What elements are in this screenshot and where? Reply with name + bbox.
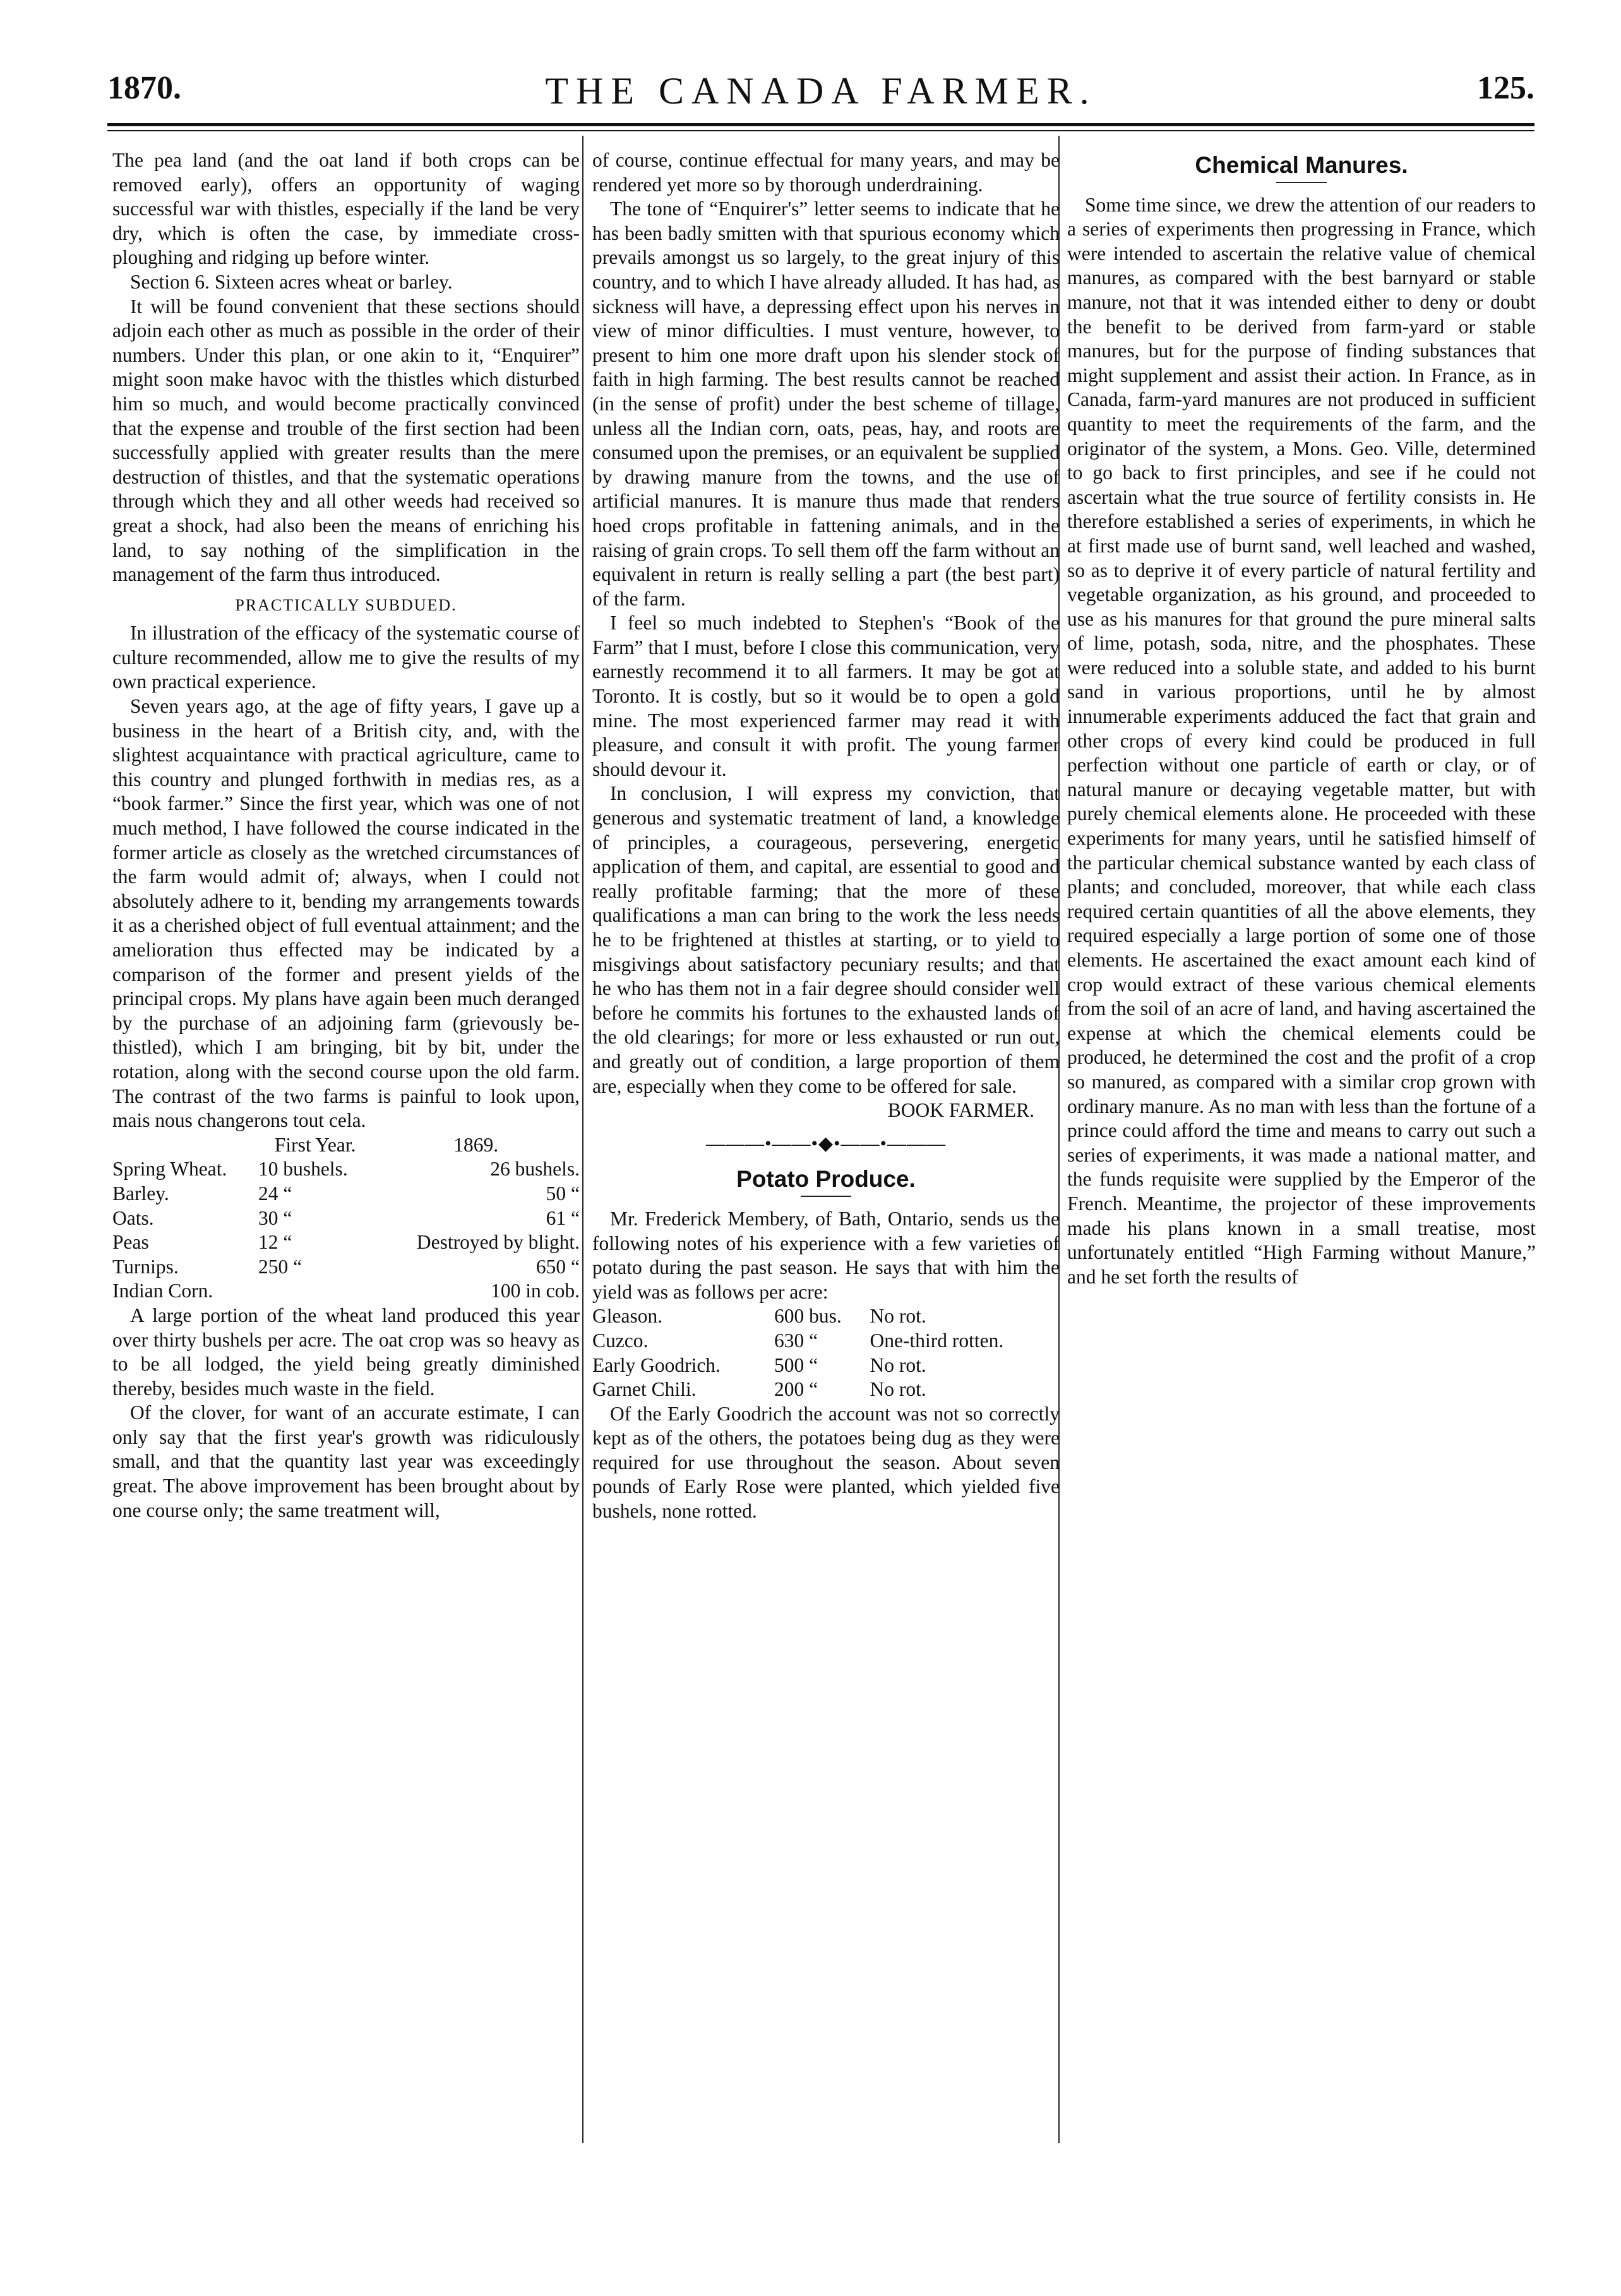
table-row [592, 1329, 1060, 1353]
table-cell: 61 “ [546, 1206, 580, 1229]
paragraph: It will be found convenient that these sections should adjoin each other as much as possible in the order of their numbers. Under this plan, or one akin to it, “Enquirer” might soon make havoc with the thistles which disturbed him so much, and would become practically convinced that the expense and trouble of the first section had been successfully applied with greater results than the mere destruction of thistles, and that the systematic operations through which they and all other weeds had received so great a shock, had also been the means of enriching his land, to say nothing of the simplification in the management of the farm thus introduced. [112, 295, 580, 586]
table-cell: 30 “ [258, 1206, 292, 1229]
header-rule-thin [107, 130, 1534, 131]
table-row [112, 1255, 580, 1280]
table-cell: 10 bushels. [258, 1158, 348, 1181]
table-cell: 650 “ [535, 1255, 580, 1278]
table-row [112, 1230, 580, 1255]
header-rule [107, 123, 1534, 126]
paragraph: In conclusion, I will express my conviction, that generous and systematic treatment of land, a knowledge of principles, a courageous, persevering, energetic application of them, and capital, are essential to good and really profitable farming; that the more of these qualifications a man can bring to the work the less needs he to be frightened at thistles at starting, or to yield to misgivings about satisfactory pecuniary results; and that he who has them not in a fair degree should consider well before he commits his fortunes to the exhausted lands of the old clearings; for more or less exhausted or run out, and greatly out of condition, a large proportion of them are, especially when they come to be offered for sale. [592, 782, 1060, 1097]
table-row [112, 1182, 580, 1206]
header-year: 1870. [107, 70, 181, 106]
table-cell: No rot. [870, 1353, 926, 1376]
paragraph: The tone of “Enquirer's” letter seems to indicate that he has been badly smitten with that spurious economy which prevails amongst us so largely, to the great injury of this country, and to which I have already alluded. It has had, as sickness will have, a depressing effect upon his nerves in view of minor difficulties. I must venture, however, to present to him one more draft upon his slender stock of faith in high farming. The best results cannot be reached (in the sense of profit) under the best scheme of tillage, unless all the Indian corn, oats, peas, hay, and roots are consumed upon the premises, or an equivalent be supplied by drawing manure from the towns, and the use of artificial manures. It is manure thus made that renders hoed crops profitable in fattening animals, and in the raising of grain crops. To sell them off the farm without an equivalent in return is really selling a part (the best part) of the farm. [592, 198, 1060, 610]
table-cell: 500 “ [774, 1353, 818, 1376]
table-cell: Peas [112, 1231, 149, 1254]
table-header-cell: 1869. [453, 1133, 499, 1156]
paragraph: I feel so much indebted to Stephen's “Book of the Farm” that I must, before I close this communication, very earnestly recommend it to all farmers. It may be got at Toronto. It is costly, but so it would be to open a gold mine. The most experienced farmer may read it with pleasure, and consult it with profit. The young farmer should devour it. [592, 612, 1060, 780]
page-number: 125. [1477, 70, 1534, 106]
table-cell: 600 bus. [774, 1305, 842, 1328]
table-cell: 26 bushels. [490, 1158, 580, 1181]
table-cell: Turnips. [112, 1255, 179, 1278]
table-cell: Spring Wheat. [112, 1158, 227, 1181]
table-cell: 100 in cob. [491, 1280, 580, 1302]
paragraph: In illustration of the efficacy of the systematic course of culture recommended, allow me to give the results of my own practical experience. [112, 622, 580, 693]
crop-yield-table [112, 1133, 580, 1304]
table-row [112, 1279, 580, 1304]
signature: BOOK FARMER. [887, 1099, 1034, 1122]
masthead-title: THE CANADA FARMER. [545, 70, 1097, 112]
table-cell: Destroyed by blight. [416, 1231, 580, 1254]
potato-yield-table [592, 1304, 1060, 1401]
table-header-row [112, 1133, 580, 1158]
table-cell: 50 “ [546, 1182, 580, 1205]
table-row [112, 1157, 580, 1182]
table-cell: Oats. [112, 1206, 154, 1229]
table-header-cell: First Year. [274, 1133, 356, 1156]
table-cell: Barley. [112, 1182, 169, 1205]
table-cell: Cuzco. [592, 1329, 649, 1352]
column-right [1067, 148, 1536, 2156]
table-row [112, 1206, 580, 1231]
table-cell: Early Goodrich. [592, 1353, 721, 1376]
table-cell: 12 “ [258, 1231, 292, 1254]
ornamental-divider: ———•——•◆•——•——— [705, 1133, 947, 1154]
table-row [592, 1304, 1060, 1329]
section-subheading: PRACTICALLY SUBDUED. [235, 595, 457, 614]
paragraph: Of the clover, for want of an accurate estimate, I can only say that the first year's growth was ridiculously small, and that the quantity last year was exceedingly great. The above improvement has been brought about by one course only; the same treatment will, [112, 1401, 580, 1521]
paragraph: A large portion of the wheat land produced this year over thirty bushels per acre. The oat crop was so heavy as to be all lodged, the yield being greatly diminished thereby, besides much waste in the field. [112, 1304, 580, 1400]
table-cell [258, 1279, 372, 1304]
page-header [107, 69, 1534, 120]
table-cell: 200 “ [774, 1378, 818, 1401]
column-middle [592, 148, 1060, 2156]
paragraph: The pea land (and the oat land if both crops can be removed early), offers an opportunity of waging successful war with thistles, especially if the land be very dry, which is often the case, by immediate cross-ploughing and ridging up before winter. [112, 149, 580, 269]
table-header-cell [112, 1133, 258, 1158]
paragraph: Seven years ago, at the age of fifty years, I gave up a business in the heart of a British city, and, with the slightest acquaintance with practical agriculture, came to this country and plunged forthwith in medias res, as a “book farmer.” Since the first year, which was one of not much method, I have followed the course indicated in the former article as closely as the wretched circumstances of the farm would admit of; always, when I could not absolutely adhere to it, bending my arrangements towards it as a cherished object of full eventual attainment; and the amelioration thus effected may be indicated by a comparison of the former and present yields of the principal crops. My plans have again been much deranged by the purchase of an adjoining farm (grievously be-thistled), which I am bringing, bit by bit, under the rotation, along with the second course upon the old farm. The contrast of the two farms is painful to look upon, mais nous changerons tout cela. [112, 695, 580, 1132]
table-cell: 24 “ [258, 1182, 292, 1205]
table-cell: Indian Corn. [112, 1280, 213, 1302]
paragraph: Section 6. Sixteen acres wheat or barley. [130, 270, 453, 293]
table-cell: No rot. [870, 1305, 926, 1328]
article-heading: Potato Produce. [736, 1166, 916, 1193]
table-cell: 630 “ [774, 1329, 818, 1352]
column-divider [582, 136, 583, 2143]
table-row [592, 1353, 1060, 1378]
table-cell: 250 “ [258, 1255, 302, 1278]
table-cell: One-third rotten. [870, 1329, 1004, 1352]
paragraph: Mr. Frederick Membery, of Bath, Ontario, sends us the following notes of his experience with a few varieties of potato during the past season. He says that with him the yield was as follows per acre: [592, 1207, 1060, 1303]
table-row [592, 1377, 1060, 1402]
heading-rule [801, 1196, 851, 1197]
column-left [112, 148, 580, 2156]
paragraph: of course, continue effectual for many years, and may be rendered yet more so by thorough underdraining. [592, 149, 1060, 196]
table-cell: Gleason. [592, 1305, 663, 1328]
article-heading: Chemical Manures. [1195, 152, 1408, 178]
heading-rule [1276, 182, 1327, 183]
table-cell: No rot. [870, 1378, 926, 1401]
paragraph: Of the Early Goodrich the account was not so correctly kept as of the others, the potatoes being dug as they were required for use throughout the season. About seven pounds of Early Rose were planted, which yielded five bushels, none rotted. [592, 1402, 1060, 1523]
table-cell: Garnet Chili. [592, 1378, 697, 1401]
paragraph: Some time since, we drew the attention of our readers to a series of experiments then progressing in France, which were intended to ascertain the relative value of chemical manures, as compared with the best barnyard or stable manure, not that it was intended either to deny or doubt the benefit to be derived from farm-yard or stable manures, but for the purpose of finding substances that might supplement and assist their action. In France, as in Canada, farm-yard manures are not produced in sufficient quantity to meet the requirements of the farm, and the originator of the system, a Mons. Geo. Ville, determined to go back to first principles, and see if he could not ascertain what the true source of fertility consists in. He therefore established a series of experiments, in which he at first made use of burnt sand, well leached and washed, so as to deprive it of every particle of natural fertility and vegetable organization, as his ground, and proceeded to use as his manures for that ground the pure mineral salts of lime, potash, soda, nitre, and the phosphates. These were reduced into a soluble state, and added to his burnt sand in various proportions, until he by almost innumerable experiments adduced the fact that grain and other crops of every kind could be produced in full perfection without one particle of earth or clay, or of natural manure or decaying vegetable matter, but with purely chemical elements alone. He proceeded with these experiments for many years, until he satisfied himself of the particular chemical substance wanted by each class of plants; and concluded, moreover, that while each class required certain quantities of all the above elements, they required especially a large portion of some one of those elements. He ascertained the exact amount each kind of crop would extract of these various chemical elements from the soil of an acre of land, and having ascertained the expense at which the chemical elements could be produced, he determined the cost and the profit of a crop so manured, as compared with a similar crop grown with ordinary manure. As no man with less than the fortune of a prince could afford the time and means to carry out such a series of experiments, it was made a national matter, and the funds requisite were supplied by the Emperor of the French. Meantime, the projector of these improvements made his plans known in a small treatise, most unfortunately entitled “High Farming without Manure,” and he set forth the results of [1067, 193, 1536, 1288]
